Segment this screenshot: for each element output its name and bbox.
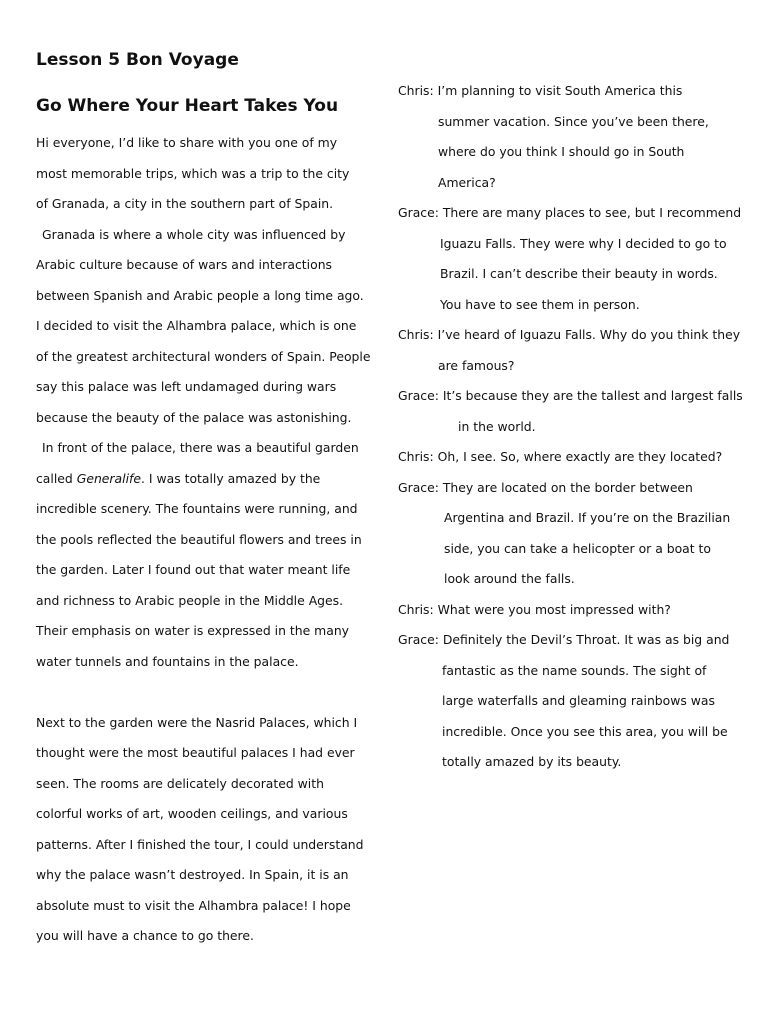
dialogue-line: Chris: What were you most impressed with? — [398, 601, 671, 617]
lesson-title: Lesson 5 Bon Voyage — [36, 50, 239, 70]
dialogue-turn — [398, 76, 734, 198]
dialogue-column — [398, 76, 743, 778]
article-line: because the beauty of the palace was astonishing. — [36, 409, 352, 425]
dialogue-line: incredible. Once you see this area, you will be — [442, 723, 728, 739]
dialogue-line: totally amazed by its beauty. — [442, 754, 622, 769]
article-line: incredible scenery. The fountains were running, and — [36, 501, 358, 516]
dialogue-line: You have to see them in person. — [440, 296, 640, 312]
article-line: Next to the garden were the Nasrid Palaces, which I — [36, 714, 358, 730]
dialogue-turn — [398, 595, 734, 626]
dialogue-line: in the world. — [458, 418, 536, 434]
article-column — [36, 48, 370, 952]
article-line: you will have a chance to go there. — [36, 928, 254, 943]
dialogue-line: fantastic as the name sounds. The sight of — [442, 662, 707, 678]
article-line: say this palace was left undamaged during wars — [36, 379, 337, 394]
article-line — [36, 464, 370, 495]
article-body — [36, 128, 370, 952]
dialogue-turn — [398, 381, 743, 442]
dialogue-line: Grace: They are located on the border between — [398, 479, 693, 495]
dialogue-turn — [398, 625, 734, 778]
dialogue-line: Chris: Oh, I see. So, where exactly are they located? — [398, 449, 723, 464]
dialogue-turn — [398, 320, 741, 381]
article-line: between Spanish and Arabic people a long time ago. — [36, 287, 364, 303]
dialogue-line: Chris: I’ve heard of Iguazu Falls. Why do you think they — [398, 327, 741, 342]
dialogue-turn — [398, 198, 742, 320]
article-line: and richness to Arabic people in the Middle Ages. — [36, 592, 344, 608]
article-line: most memorable trips, which was a trip to the city — [36, 165, 350, 181]
dialogue-line: large waterfalls and gleaming rainbows was — [442, 693, 715, 708]
article-line: colorful works of art, wooden ceilings, and various — [36, 806, 348, 821]
dialogue-turn — [398, 473, 734, 595]
dialogue-line: Grace: There are many places to see, but I recommend — [398, 205, 742, 220]
article-line: why the palace wasn’t destroyed. In Spain, it is an — [36, 867, 349, 882]
dialogue-line: Iguazu Falls. They were why I decided to go to — [440, 235, 727, 251]
paragraph-gap — [36, 677, 370, 708]
article-text: . I was totally amazed by the — [141, 470, 321, 486]
dialogue-line: look around the falls. — [444, 571, 575, 586]
dialogue-line: side, you can take a helicopter or a boat to — [444, 540, 711, 556]
article-text: called — [36, 470, 73, 486]
article-line: Hi everyone, I’d like to share with you one of my — [36, 135, 338, 150]
article-line: I decided to visit the Alhambra palace, which is one — [36, 318, 357, 333]
article-line: water tunnels and fountains in the palace. — [36, 653, 299, 669]
article-line: In front of the palace, there was a beautiful garden — [42, 440, 359, 455]
article-line: absolute must to visit the Alhambra palace! I hope — [36, 897, 351, 913]
garden-name: Generalife — [76, 470, 141, 486]
dialogue-turn — [398, 442, 734, 473]
article-line: patterns. After I finished the tour, I could understand — [36, 836, 364, 852]
dialogue-line: where do you think I should go in South — [438, 144, 685, 159]
article-line: Arabic culture because of wars and interactions — [36, 257, 333, 272]
dialogue-line: Argentina and Brazil. If you’re on the Brazilian — [444, 510, 731, 525]
dialogue-line: Chris: I’m planning to visit South America this — [398, 83, 683, 98]
dialogue-line: summer vacation. Since you’ve been there, — [438, 113, 709, 129]
dialogue-line: are famous? — [438, 357, 515, 373]
article-line: seen. The rooms are delicately decorated with — [36, 775, 324, 791]
article-line: the pools reflected the beautiful flowers and trees in — [36, 531, 362, 547]
article-line: the garden. Later I found out that water meant life — [36, 562, 351, 577]
article-title: Go Where Your Heart Takes You — [36, 96, 339, 116]
article-line: Their emphasis on water is expressed in the many — [36, 623, 350, 638]
dialogue-line: Grace: It’s because they are the tallest and largest falls — [398, 388, 743, 403]
article-line: thought were the most beautiful palaces I had ever — [36, 745, 355, 760]
article-line: Granada is where a whole city was influenced by — [42, 226, 346, 242]
dialogue-line: Grace: Definitely the Devil’s Throat. It was as big and — [398, 632, 730, 647]
article-line: of the greatest architectural wonders of Spain. People — [36, 348, 371, 364]
dialogue-line: America? — [438, 174, 496, 190]
dialogue-line: Brazil. I can’t describe their beauty in words. — [440, 266, 718, 281]
article-line: of Granada, a city in the southern part of Spain. — [36, 196, 334, 211]
